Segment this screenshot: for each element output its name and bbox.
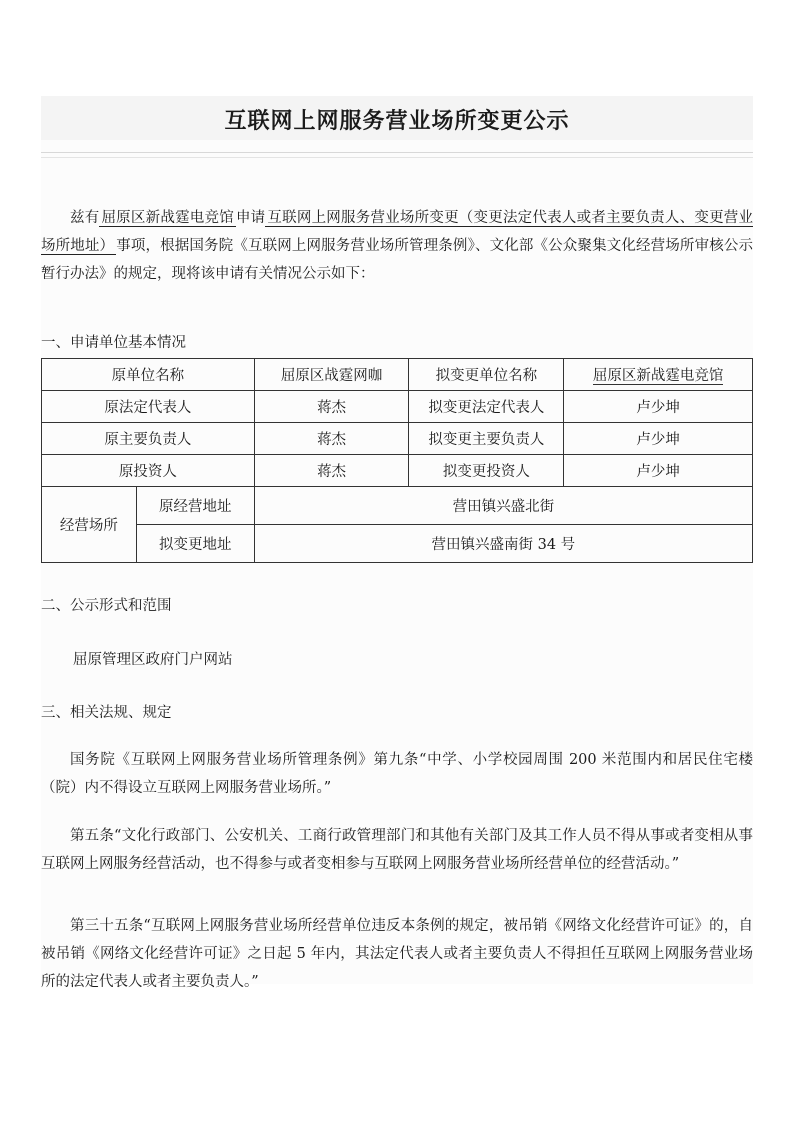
intro-text: 事项，根据国务院《互联网上网服务营业场所管理条例》、文化部《公众聚集文化经营场所审核公示暂行办法》的规定，现将该申请有关情况公示如下： <box>41 238 753 282</box>
table-cell: 拟变更法定代表人 <box>409 391 564 423</box>
table-cell: 拟变更地址 <box>136 525 254 563</box>
new-unit-name: 屈原区新战霆电竞馆 <box>592 368 724 384</box>
divider <box>41 157 753 158</box>
document-page <box>41 96 754 990</box>
table-row <box>42 487 753 525</box>
divider <box>41 152 753 153</box>
table-cell: 拟变更投资人 <box>409 455 564 487</box>
applicant-info-table <box>41 358 753 563</box>
table-row <box>42 423 753 455</box>
table-cell <box>564 359 753 391</box>
table-cell: 蒋杰 <box>254 391 409 423</box>
table-cell: 蒋杰 <box>254 455 409 487</box>
table-cell: 经营场所 <box>42 487 137 563</box>
intro-paragraph <box>41 204 753 288</box>
regulation-paragraph: 第三十五条“互联网上网服务营业场所经营单位违反本条例的规定，被吊销《网络文化经营许可证》的，自被吊销《网络文化经营许可证》之日起 5 年内，其法定代表人或者主要负责人不得担任互联网上网服务营业场所的法定代表人或者主要负责人。” <box>41 918 753 990</box>
table-cell: 拟变更主要负责人 <box>409 423 564 455</box>
publicity-scope: 屈原管理区政府门户网站 <box>73 652 233 668</box>
regulation-paragraph: 第五条“文化行政部门、公安机关、工商行政管理部门和其他有关部门及其工作人员不得从事或者变相从事互联网上网服务经营活动，也不得参与或者变相参与互联网上网服务营业场所经营单位的经营活动。” <box>41 828 753 872</box>
section-heading: 二、公示形式和范围 <box>41 598 172 614</box>
table-cell: 原投资人 <box>42 455 255 487</box>
section-heading: 一、申请单位基本情况 <box>41 335 186 351</box>
table-cell: 原法定代表人 <box>42 391 255 423</box>
table-cell: 卢少坤 <box>564 391 753 423</box>
table-row <box>42 455 753 487</box>
table-row <box>42 525 753 563</box>
table-row <box>42 359 753 391</box>
table-row <box>42 391 753 423</box>
table-cell: 卢少坤 <box>564 423 753 455</box>
section-heading: 三、相关法规、规定 <box>41 705 172 721</box>
intro-text: 申请 <box>235 210 266 226</box>
table-cell: 原单位名称 <box>42 359 255 391</box>
table-cell: 营田镇兴盛北街 <box>254 487 752 525</box>
table-cell: 卢少坤 <box>564 455 753 487</box>
regulation-paragraph: 国务院《互联网上网服务营业场所管理条例》第九条“中学、小学校园周围 200 米范围内和居民住宅楼（院）内不得设立互联网上网服务营业场所。” <box>41 752 753 796</box>
table-cell: 原主要负责人 <box>42 423 255 455</box>
table-cell: 营田镇兴盛南街 34 号 <box>254 525 752 563</box>
application-item: 互联网上网服务营业场所变更（变更法定代表人或者主要负责人、变更营业场所地址） <box>41 210 754 254</box>
table-cell: 拟变更单位名称 <box>409 359 564 391</box>
table-cell: 屈原区战霆网咖 <box>254 359 409 391</box>
intro-text: 兹有 <box>70 210 100 226</box>
table-cell: 原经营地址 <box>136 487 254 525</box>
table-cell: 蒋杰 <box>254 423 409 455</box>
applicant-name: 屈原区新战霆电竞馆 <box>101 210 234 226</box>
page-title: 互联网上网服务营业场所变更公示 <box>224 108 570 134</box>
